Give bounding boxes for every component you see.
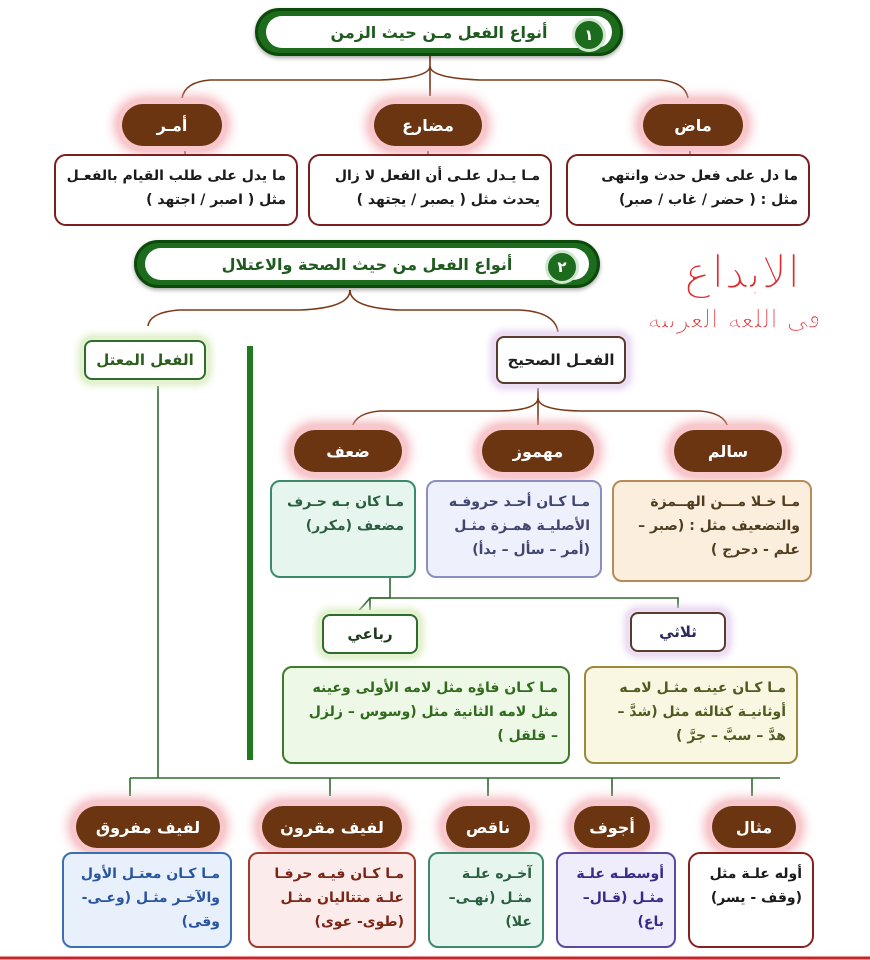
section1-title: أنواع الفعل مـن حيث الزمن (266, 16, 612, 48)
tense-past-desc-line1: ما دل على فعل حدث وانتهى (601, 168, 798, 184)
logo-line2: في اللغة العربية (647, 305, 821, 335)
rubai-desc (282, 666, 570, 764)
lafif-mafruq-pill: لفيف مفروق (76, 806, 220, 848)
ajwaf-desc-line2: مثـل (قـال– (582, 890, 664, 906)
mutal-verb-box: الفعل المعتل (84, 340, 206, 380)
mahmouz-pill: مهموز (482, 430, 594, 472)
tense-present-desc (308, 154, 552, 226)
logo-line1: الإبداع (683, 245, 801, 299)
lafif-maqrun-pill: لفيف مقرون (262, 806, 402, 848)
mahmouz-desc-line3: (أمر – سأل – بدأ) (472, 542, 590, 558)
ajwaf-desc-line3: باع) (637, 914, 664, 930)
lafif-maqrun-desc (248, 852, 416, 948)
lafif-mafruq-desc-line1: مـا كـان معتـل الأول (80, 866, 220, 882)
tense-imperative-desc (54, 154, 298, 226)
section2-title: أنواع الفعل من حيث الصحة والاعتلال (145, 248, 589, 280)
lafif-maqrun-desc-line2: علـة متتاليان مثـل (280, 890, 404, 906)
ajwaf-desc-line1: أوسطـه علـة (576, 866, 664, 882)
section2-banner (134, 240, 600, 288)
thulathi-desc-line3: هدَّ – سبَّ – جرَّ ) (676, 728, 786, 744)
tense-past-desc-line2: مثل : ( حضر / غاب / صبر) (618, 192, 798, 208)
lafif-maqrun-desc-line3: (طوى- عوى) (314, 914, 404, 930)
mudaaf-desc-line1: مـا كان بـه حـرف (286, 494, 404, 510)
thulathi-desc-line2: أوثانيـة كثالثه مثل (شدَّ – (617, 704, 786, 720)
tense-past-pill: ماض (643, 104, 743, 146)
tense-imperative-desc-line1: ما يدل على طلب القيام بالفعـل (66, 168, 286, 184)
salim-desc-line3: علم - دحرج ) (710, 542, 800, 558)
mithal-pill: مثال (712, 806, 796, 848)
mudaaf-pill: ضعف (294, 430, 402, 472)
lafif-mafruq-desc (62, 852, 232, 948)
tense-imperative-pill: أمـر (122, 104, 222, 146)
naqis-desc-line2: مثـل (نهـى– (448, 890, 532, 906)
salim-desc (612, 480, 812, 582)
naqis-pill: ناقص (446, 806, 530, 848)
salim-desc-line2: والتضعيف مثل : (صبر – (638, 518, 800, 534)
tense-present-desc-line1: مـا يـدل علـى أن الفعل لا زال (334, 168, 540, 184)
mithal-desc-line1: أوله علـة مثل (709, 866, 802, 882)
lafif-maqrun-desc-line1: مـا كـان فيـه حرفـا (274, 866, 404, 882)
tense-past-desc (566, 154, 810, 226)
lafif-mafruq-desc-line3: وقى) (181, 914, 220, 930)
mahmouz-desc (426, 480, 602, 578)
mahmouz-desc-line2: الأصليـة همـزة مثـل (454, 518, 590, 534)
section1-banner (255, 8, 623, 56)
mithal-desc (688, 852, 814, 948)
section2-number: ٢ (545, 250, 579, 284)
ibdaa-logo (612, 238, 860, 346)
mahmouz-desc-line1: مـا كـان أحـد حروفـه (448, 494, 590, 510)
rubai-desc-line3: – قلقل ) (497, 728, 558, 744)
tense-present-desc-line2: يحدث مثل ( يصبر / يجتهد ) (356, 192, 540, 208)
mithal-desc-line2: (وقف - يسر) (710, 890, 802, 906)
ajwaf-pill: أجوف (574, 806, 650, 848)
naqis-desc-line1: آخـره علـة (461, 866, 532, 882)
ajwaf-desc (556, 852, 676, 948)
rubai-box: رباعي (322, 614, 418, 654)
naqis-desc-line3: علا) (505, 914, 532, 930)
mudaaf-desc-line2: مضعف (مكرر) (305, 518, 404, 534)
rubai-desc-line2: مثل لامه الثانية مثل (وسوس – زلزل (308, 704, 558, 720)
sahih-verb-box: الفعـل الصحيح (496, 336, 626, 384)
thulathi-box: ثلاثي (630, 612, 726, 652)
salim-desc-line1: مـا خـلا مـــن الهــمزة (650, 494, 800, 510)
rubai-desc-line1: مـا كـان فاؤه مثل لامه الأولى وعينه (312, 680, 558, 696)
naqis-desc (428, 852, 544, 948)
section1-number: ١ (572, 18, 606, 52)
lafif-mafruq-desc-line2: والآخـر مثـل (وعـى- (81, 890, 220, 906)
tense-imperative-desc-line2: مثل ( اصبر / اجتهد ) (146, 192, 286, 208)
tense-present-pill: مضارع (374, 104, 482, 146)
salim-pill: سالم (674, 430, 782, 472)
mudaaf-desc (270, 480, 416, 578)
thulathi-desc-line1: مـا كـان عينـه مثـل لامـه (619, 680, 786, 696)
thulathi-desc (584, 666, 798, 764)
